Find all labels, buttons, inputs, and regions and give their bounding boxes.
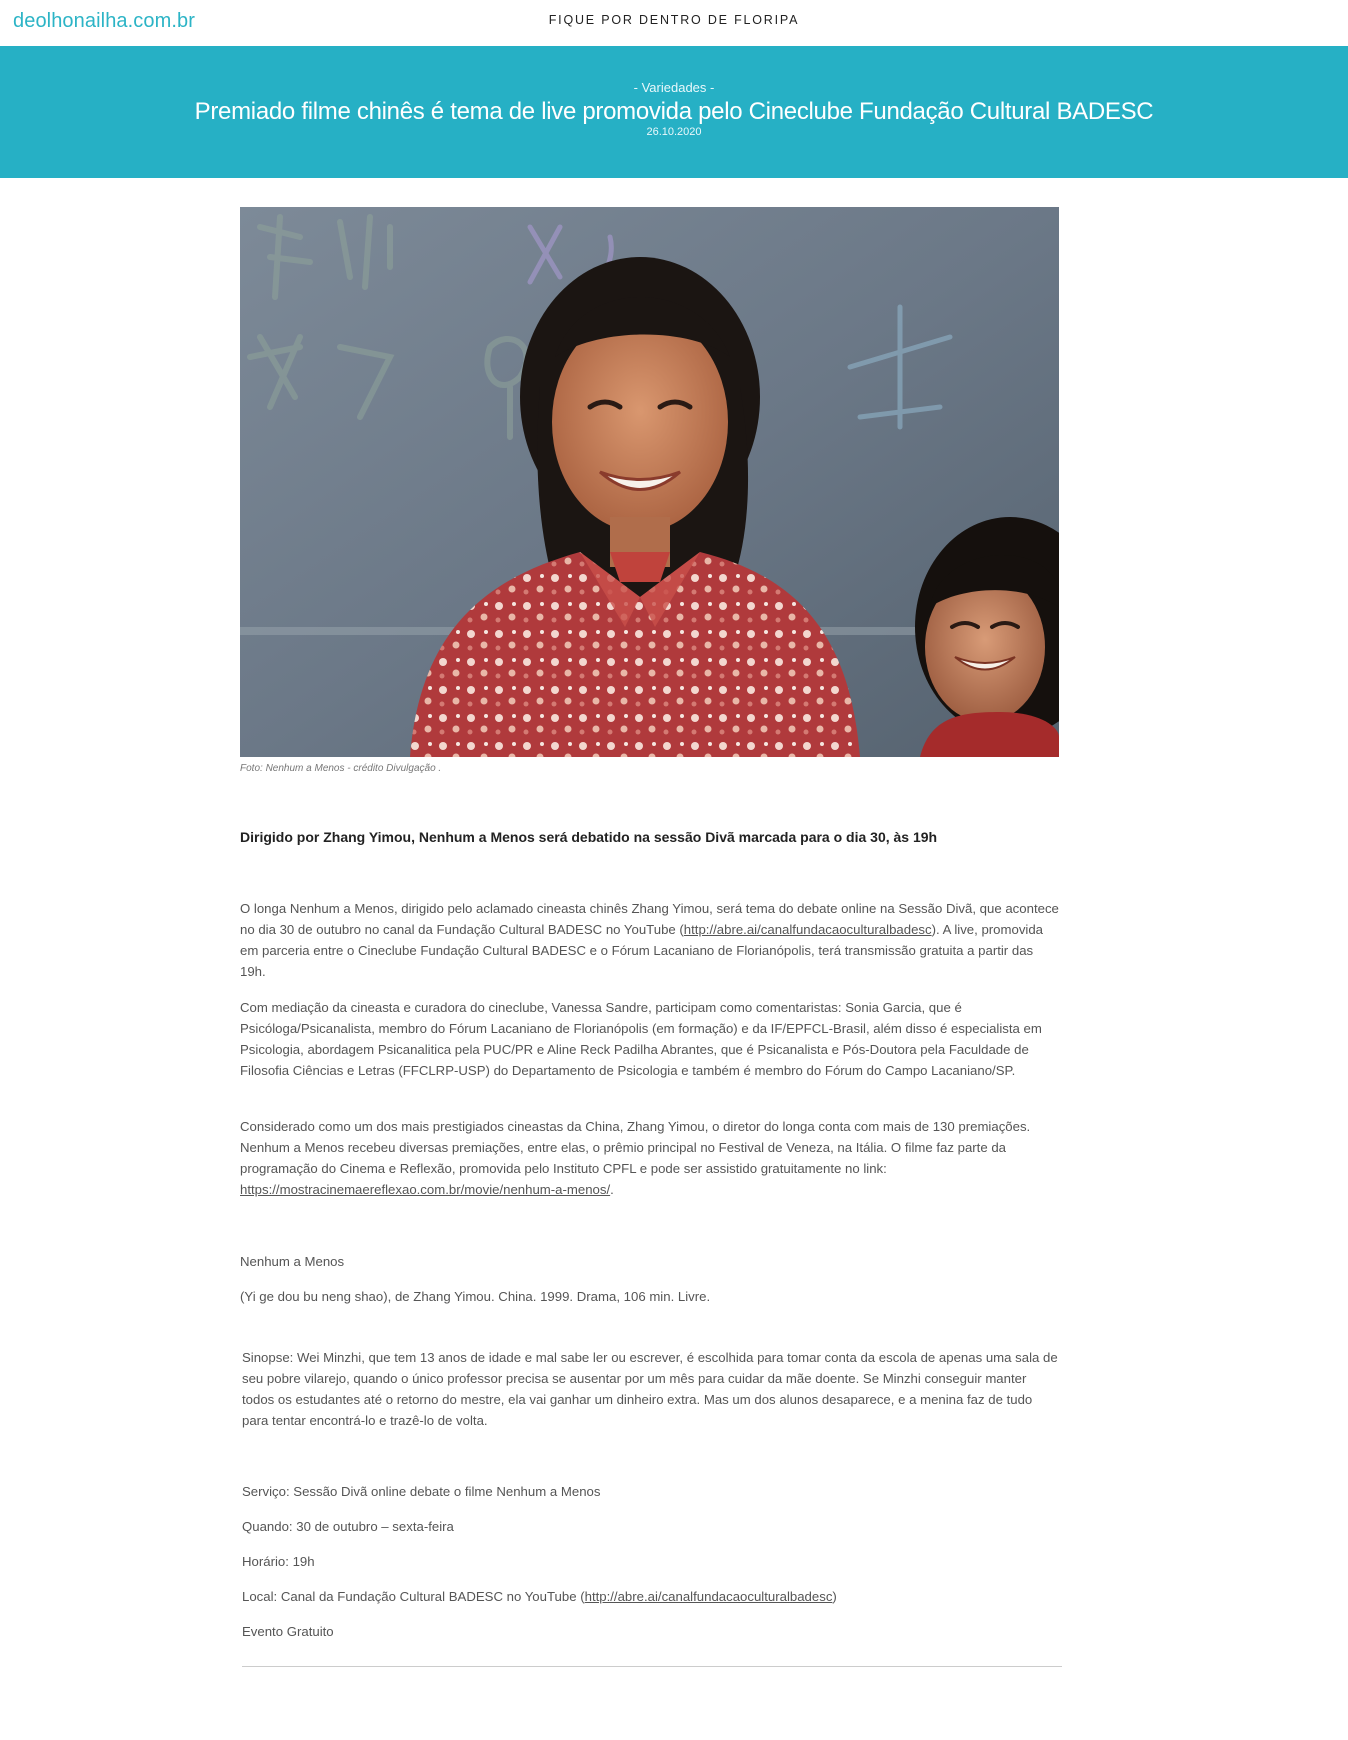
article-paragraph: O longa Nenhum a Menos, dirigido pelo aclamado cineasta chinês Zhang Yimou, será tema do debate online na Sessão Divã, que acontece no dia 30 de outubro no canal da Fundação Cultural BADESC no YouTube (http://abre.ai/canalfundacaoculturalbadesc). A live, promovida em parceria entre o Cineclube Fundação Cultural BADESC e o Fórum Lacaniano de Florianópolis, terá transmissão gratuita a partir das 19h. bbox=[240, 901, 1059, 979]
article-header-band bbox=[0, 46, 1348, 178]
service-info: Serviço: Sessão Divã online debate o filme Nenhum a Menos bbox=[242, 1484, 601, 1499]
article-subtitle: Dirigido por Zhang Yimou, Nenhum a Menos será debatido na sessão Divã marcada para o dia 30, às 19h bbox=[240, 829, 938, 845]
film-stream-link[interactable]: https://mostracinemaereflexao.com.br/movie/nenhum-a-menos/ bbox=[240, 1182, 611, 1197]
article-date: 26.10.2020 bbox=[646, 126, 702, 138]
photo-caption: Foto: Nenhum a Menos - crédito Divulgação . bbox=[240, 763, 442, 774]
article-category[interactable]: - Variedades - bbox=[633, 80, 715, 95]
article-paragraph: Com mediação da cineasta e curadora do cineclube, Vanessa Sandre, participam como comentaristas: Sonia Garcia, que é Psicóloga/Psicanalista, membro do Fórum Lacaniano de Florianópolis (em formação) e da IF/EPFCL-Brasil, além disso é especialista em Psicologia, abordagem Psicanalitica pela PUC/PR e Aline Reck Padilha Abrantes, que é Psicanalista e Pós-Doutora pela Faculdade de Filosofia Ciências e Letras (FFCLRP-USP) do Departamento de Psicologia e também é membro do Fórum do Campo Lacaniano/SP. bbox=[240, 1000, 1042, 1078]
article-title: Premiado filme chinês é tema de live promovida pelo Cineclube Fundação Cultural BADESC bbox=[194, 98, 1154, 125]
site-tagline: FIQUE POR DENTRO DE FLORIPA bbox=[548, 13, 800, 27]
youtube-channel-link[interactable]: http://abre.ai/canalfundacaoculturalbadesc bbox=[683, 922, 932, 937]
film-synopsis: Sinopse: Wei Minzhi, que tem 13 anos de idade e mal sabe ler ou escrever, é escolhida para tomar conta da escola de apenas uma sala de seu pobre vilarejo, quando o único professor precisa se ausentar por um mês para cuidar da mãe doente. Se Minzhi conseguir manter todos os estudantes até o retorno do mestre, ela vai ganhar um dinheiro extra. Mas um dos alunos desaparece, e a menina faz de tudo para tentar encontrá-lo e trazê-lo de volta. bbox=[242, 1350, 1058, 1428]
article-divider bbox=[242, 1666, 1062, 1667]
article-media bbox=[240, 207, 1060, 774]
article-photo bbox=[240, 207, 1059, 757]
site-logo-link[interactable]: deolhonailha.com.br bbox=[13, 10, 196, 32]
youtube-channel-link[interactable]: http://abre.ai/canalfundacaoculturalbadesc bbox=[584, 1589, 833, 1604]
film-title: Nenhum a Menos bbox=[240, 1254, 345, 1269]
event-location: Local: Canal da Fundação Cultural BADESC no YouTube (http://abre.ai/canalfundacaoculturalbadesc) bbox=[242, 1589, 837, 1604]
top-bar bbox=[0, 0, 1348, 46]
event-free-label: Evento Gratuito bbox=[242, 1624, 334, 1639]
event-time: Horário: 19h bbox=[242, 1554, 315, 1569]
event-date: Quando: 30 de outubro – sexta-feira bbox=[242, 1519, 454, 1534]
film-info: (Yi ge dou bu neng shao), de Zhang Yimou. China. 1999. Drama, 106 min. Livre. bbox=[240, 1289, 711, 1304]
article-paragraph: Considerado como um dos mais prestigiados cineastas da China, Zhang Yimou, o diretor do longa conta com mais de 130 premiações. Nenhum a Menos recebeu diversas premiações, entre elas, o prêmio principal no Festival de Veneza, na Itália. O filme faz parte da programação do Cinema e Reflexão, promovida pelo Instituto CPFL e pode ser assistido gratuitamente no link: https://mostracinemaereflexao.com.br/movie/nenhum-a-menos/. bbox=[240, 1119, 1031, 1197]
film-still-image bbox=[240, 207, 1059, 757]
